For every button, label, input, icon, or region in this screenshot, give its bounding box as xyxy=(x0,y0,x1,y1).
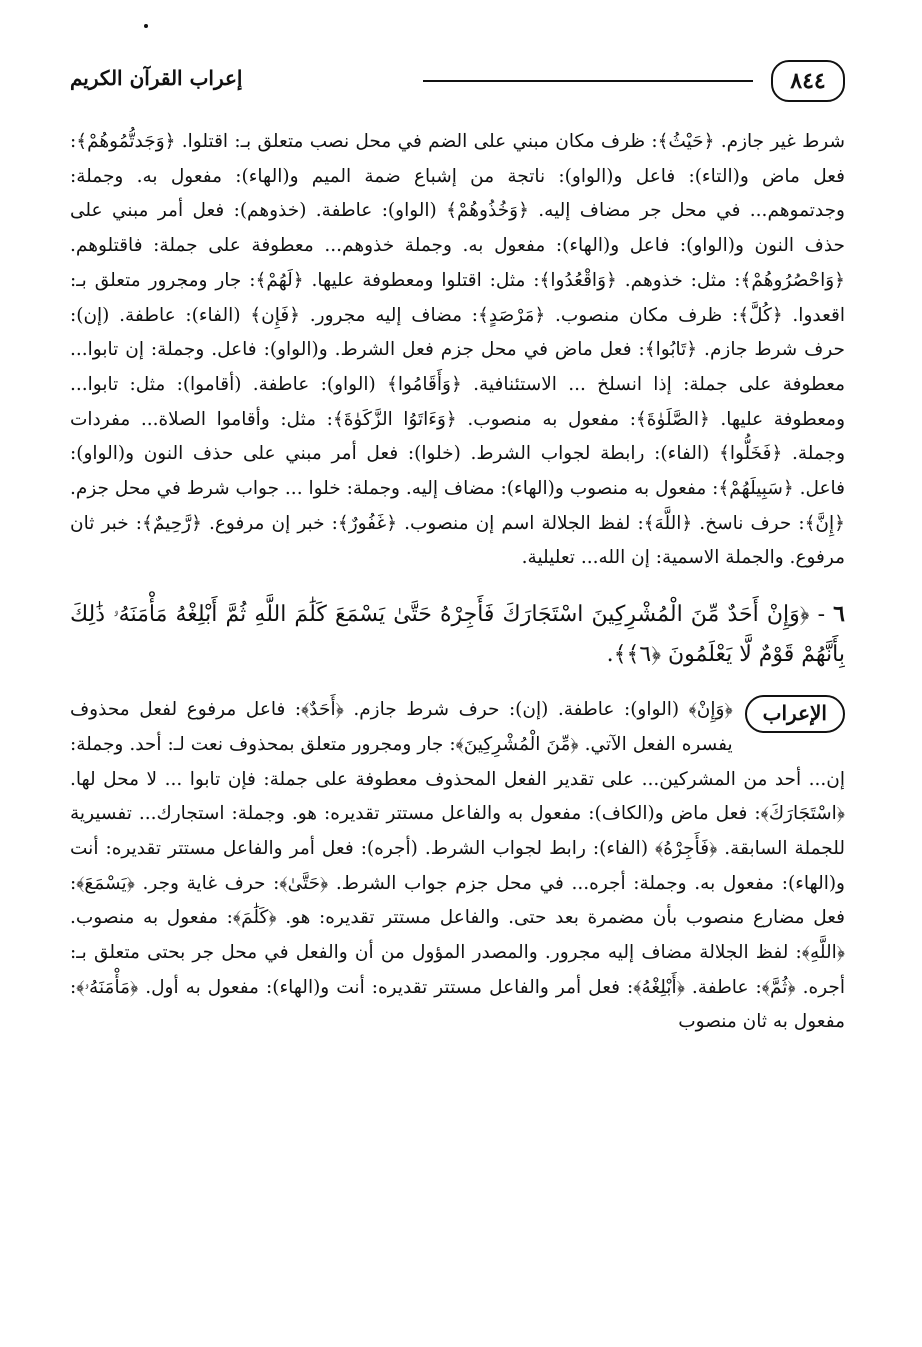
text-line: فاقتلوهم. ﴿وَاحْصُرُوهُمْ﴾: مثل: خذوهم. ﴿وَاقْعُدُوا﴾: مثل: اقتلوا ومعطوفة عليها. ﴿لَهُمْ﴾: جار xyxy=(70,235,845,291)
text-line: ﴿وَإِنْ﴾ (الواو): عاطفة. (إن): حرف شرط جازم. ﴿أَحَدٌ﴾: فاعل مرفوع لفعل xyxy=(139,699,733,721)
text-line: الشرط. و(الواو): فاعل. وجملة: إن تابوا... معطوفة على جملة: إذا انسلخ ... الاستئنافية. xyxy=(70,339,845,395)
page-header xyxy=(70,58,845,108)
text-line: مستتر تقديره: هو. ﴿كَلَٰمَ﴾: مفعول به منصوب. ﴿اللَّهِ﴾: لفظ الجلالة مضاف إليه مجرور. xyxy=(70,907,845,964)
text-line: ناسخ. ﴿اللَّهَ﴾: لفظ الجلالة اسم إن منصوب. ﴿غَفُورٌ﴾: خبر إن مرفوع. ﴿رَّحِيمٌ﴾: خبر ثان xyxy=(70,512,744,534)
commentary-paragraph-2 xyxy=(70,693,845,1040)
header-rule xyxy=(423,80,753,82)
text-line: استجارك... تفسيرية للجملة السابقة. ﴿فَأَجِرْهُ﴾ (الفاء): رابط لجواب الشرط. (أجره): فعل أمر xyxy=(70,803,845,859)
text-line: والمصدر المؤول من أن والفعل في محل جر بحتى متعلق بـ: أجره. ﴿ثُمَّ﴾: عاطفة. ﴿أَبْلِغْهُ﴾: xyxy=(70,942,845,998)
text-line: منصوب و(الهاء): مضاف إليه. وجملة: خلوا ... جواب شرط في محل جزم. ﴿إِنَّ﴾: حرف xyxy=(70,478,845,534)
irab-label-badge: الإعراب xyxy=(745,695,845,733)
book-title: إعراب القرآن الكريم xyxy=(70,66,243,90)
text-line: ﴿وَجَدتُّمُوهُمْ﴾: فعل ماض و(التاء): فاعل و(الواو): ناتجة من إشباع ضمة الميم و(الهاء): مفعول به. xyxy=(70,131,845,187)
text-line: مبني على حذف النون و(الواو): فاعل و(الهاء): مفعول به. وجملة خذوهم... معطوفة على جملة: xyxy=(70,200,845,257)
verse-number: ٦ xyxy=(833,601,845,628)
text-line: مرفوع. والجملة الاسمية: إن الله... تعليلية. xyxy=(521,547,845,569)
text-line: وجملة: وجدتموهم... في محل جر مضاف إليه. ﴿وَخُذُوهُمْ﴾ (الواو): عاطفة. (خذوهم): فعل أمر xyxy=(70,165,845,222)
page-body xyxy=(70,125,845,1340)
text-line: لجواب الشرط. (خلوا): فعل أمر مبني على حذف النون و(الواو): فاعل. ﴿سَبِيلَهُمْ﴾: مفعول به xyxy=(70,443,845,500)
text-line: ومجرور متعلق بـ: اقعدوا. ﴿كُلَّ﴾: ظرف مكان منصوب. ﴿مَرْصَدٍ﴾: مضاف إليه مجرور. xyxy=(70,269,845,326)
text-line: والفاعل مستتر تقديره: أنت و(الهاء): مفعول به. وجملة: أجره... في محل جزم جواب الشرط. xyxy=(70,837,845,894)
text-line: ﴿فَإِن﴾ (الفاء): عاطفة. (إن): حرف شرط جازم. ﴿تَابُوا﴾: فعل ماض في محل جزم فعل xyxy=(70,304,845,361)
text-line: منصوب. ﴿وَءَاتَوُا الزَّكَوٰةَ﴾: مثل: وأقاموا الصلاة... مفردات وجملة. ﴿فَخَلُّوا﴾ (الفاء): رابطة xyxy=(70,408,845,465)
verse-dash: - xyxy=(809,602,826,628)
text-line: وجملة: إن... أحد من المشركين... على تقدير الفعل المحذوف معطوفة على جملة: فإن تابوا ... لا xyxy=(70,733,845,790)
quran-verse xyxy=(70,594,845,675)
text-line: محل لها. ﴿اسْتَجَارَكَ﴾: فعل ماض و(الكاف): مفعول به والفاعل مستتر تقديره: هو. وجملة: xyxy=(70,768,845,825)
text-line: محذوف يفسره الفعل الآتي. ﴿مِّنَ الْمُشْرِكِينَ﴾: جار ومجرور متعلق بمحذوف نعت لـ: أحد. xyxy=(70,699,733,755)
page-speck xyxy=(144,24,148,28)
text-line: شرط غير جازم. ﴿حَيْثُ﴾: ظرف مكان مبني على الضم في محل نصب متعلق بـ: اقتلوا. xyxy=(181,131,845,152)
verse-text: ﴿وَإِنْ أَحَدٌ مِّنَ الْمُشْرِكِينَ اسْتَجَارَكَ فَأَجِرْهُ حَتَّىٰ يَسْمَعَ كَلَٰمَ اللَّهِ ثُمَّ أَبْلِغْهُ مَأْمَنَهُۥ ذَٰلِكَ بِأَنَّهُمْ قَوْمٌ لَّا يَعْلَمُونَ ﴿٦﴾﴾. xyxy=(70,602,845,668)
text-line: ﴿حَتَّىٰ﴾: حرف غاية وجر. ﴿يَسْمَعَ﴾: فعل مضارع منصوب بأن مضمرة بعد حتى. والفاعل xyxy=(70,872,845,929)
page-number: ٨٤٤ xyxy=(790,68,826,94)
commentary-paragraph-1 xyxy=(70,125,845,576)
text-line: ﴿وَأَقَامُوا﴾ (الواو): عاطفة. (أقاموا): مثل: تابوا... ومعطوفة عليها. ﴿الصَّلَوٰةَ﴾: مفعول به xyxy=(70,373,845,430)
page-number-badge xyxy=(771,60,845,102)
text-line: فعل أمر والفاعل مستتر تقديره: أنت و(الهاء): مفعول به أول. ﴿مَأْمَنَهُۥ﴾: مفعول به ثان منصوب xyxy=(70,976,845,1033)
